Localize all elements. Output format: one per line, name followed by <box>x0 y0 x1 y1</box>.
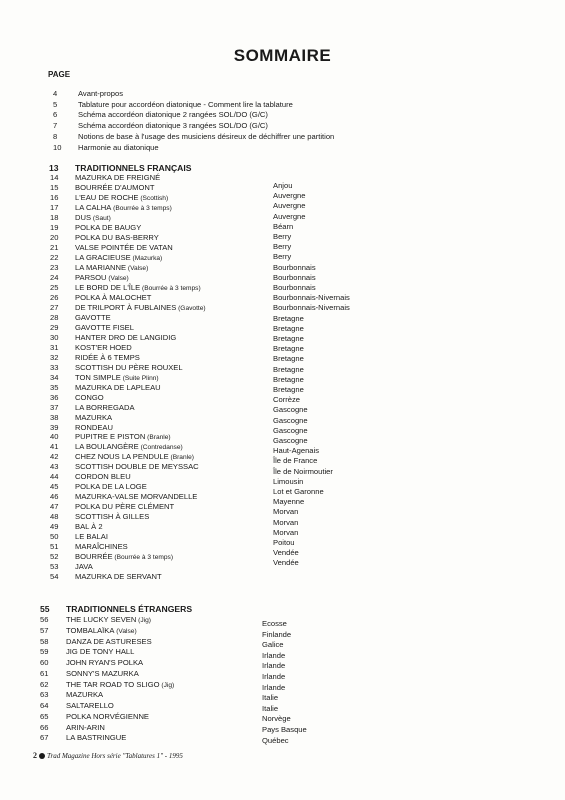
entry-title: MAZURKA DE SERVANT <box>75 572 162 582</box>
footer-text: Trad Magazine Hors série "Tablatures 1" - 1995 <box>47 752 183 760</box>
page-number: 45 <box>50 482 59 492</box>
entry-note: (Jig) <box>136 617 151 624</box>
entry-title: LE BALAI <box>75 532 108 542</box>
page-number: 39 <box>50 422 59 432</box>
region-label: Irlande <box>262 682 286 692</box>
entry-title: Schéma accordéon diatonique 3 rangées SOL/DO (G/C) <box>78 121 268 131</box>
region-label: Irlande <box>262 661 286 671</box>
page-number: 6 <box>53 110 58 120</box>
region-label: Bretagne <box>273 364 304 374</box>
section-heading <box>0 604 565 614</box>
page-number: 41 <box>50 442 59 452</box>
entry-title: Notions de base à l'usage des musiciens désireux de déchiffrer une partition <box>78 131 335 141</box>
entry-title: ARIN-ARIN <box>66 722 105 732</box>
entry-title: LA BASTRINGUE <box>66 733 127 743</box>
bullet-icon <box>39 753 45 759</box>
entry-title: MAZURKA DE FREIGNÉ <box>75 173 161 182</box>
page-number: 19 <box>50 222 59 232</box>
page-number: 15 <box>50 182 59 192</box>
entry-note: (Bourrée à 3 temps) <box>140 284 201 292</box>
entry-title: PARSOU (Valse) <box>75 272 129 282</box>
entry-title: POLKA DE BAUGY <box>75 222 142 232</box>
page-number: 62 <box>40 679 49 689</box>
region-label: Auvergne <box>273 191 306 201</box>
intro-item <box>0 121 565 131</box>
region-label: Gascogne <box>273 425 308 435</box>
page-number: 40 <box>50 432 59 442</box>
page-number: 20 <box>50 232 59 242</box>
page-number: 35 <box>50 382 59 392</box>
intro-item <box>0 100 565 110</box>
region-label: Bourbonnais-Nivernais <box>273 293 350 303</box>
region-label: Ecosse <box>262 619 287 628</box>
page-number: 59 <box>40 647 49 657</box>
entry-title: THE TAR ROAD TO SLIGO (Jig) <box>66 679 175 689</box>
region-label: Berry <box>273 242 292 252</box>
entry-title: SCOTTISH DOUBLE DE MEYSSAC <box>75 462 199 472</box>
entry-note: (Branle) <box>145 434 171 442</box>
page-number: 22 <box>50 252 59 262</box>
entry-note: (Valse) <box>106 274 129 282</box>
entry-title: GAVOTTE <box>75 312 111 322</box>
page-number: 18 <box>50 212 59 222</box>
page-number: 61 <box>40 668 49 678</box>
region-label: Auvergne <box>273 201 306 211</box>
region-label: Haut-Agenais <box>273 446 320 456</box>
region-label: Gascogne <box>273 405 308 415</box>
entry-title: Schéma accordéon diatonique 2 rangées SOL/DO (G/C) <box>78 110 268 120</box>
entry-title: POLKA DE LA LOGE <box>75 482 147 492</box>
region-label: Béarn <box>273 221 294 231</box>
entry-note: (Contredanse) <box>138 444 183 452</box>
entry-title: SALTARELLO <box>66 701 114 710</box>
entry-title: Tablature pour accordéon diatonique - Comment lire la tablature <box>78 99 293 109</box>
page-number: 63 <box>40 690 49 700</box>
region-label: Poitou <box>273 538 295 547</box>
page-number: 33 <box>50 362 59 372</box>
page-number: 10 <box>53 142 62 152</box>
page-number: 47 <box>50 502 59 512</box>
region-label: Irlande <box>262 650 286 660</box>
page-number: 5 <box>53 99 58 109</box>
region-label: Bretagne <box>273 374 304 384</box>
entry-title: MAZURKA <box>75 412 113 422</box>
region-label: Anjou <box>273 181 293 190</box>
page-footer <box>33 751 183 760</box>
entry-title: VALSE POINTÉE DE VATAN <box>75 242 173 252</box>
entry-note: (Valse) <box>114 627 137 635</box>
entry-note: (Scottish) <box>138 194 169 202</box>
page-number: 52 <box>50 552 59 562</box>
page-number: 23 <box>50 262 59 272</box>
intro-item <box>0 143 565 153</box>
region-label: Irlande <box>262 672 286 681</box>
page-number: 60 <box>40 658 49 667</box>
page-number: 29 <box>50 322 59 332</box>
region-label: Finlande <box>262 629 292 639</box>
page-number: 49 <box>50 522 59 532</box>
entry-title: TRADITIONNELS FRANÇAIS <box>75 163 192 173</box>
page-number: 30 <box>50 332 59 342</box>
region-label: Morvan <box>273 527 299 537</box>
region-label: Mayenne <box>273 497 305 507</box>
page-number: 17 <box>50 202 59 212</box>
page-number: 66 <box>40 722 49 732</box>
page-number: 48 <box>50 512 59 522</box>
region-label: Bretagne <box>273 354 304 364</box>
region-label: Pays Basque <box>262 725 307 734</box>
entry-title: SCOTTISH À GILLES <box>75 512 150 522</box>
page-number: 13 <box>49 163 59 173</box>
region-label: Corrèze <box>273 395 301 405</box>
page-number: 14 <box>50 173 59 182</box>
region-label: Morvan <box>273 517 299 527</box>
entry-title: SCOTTISH DU PÈRE ROUXEL <box>75 362 183 372</box>
page-number: 36 <box>50 392 59 402</box>
entry-title: SONNY'S MAZURKA <box>66 668 139 678</box>
entry-title: DE TRILPORT À FUBLAINES (Gavotte) <box>75 302 206 312</box>
region-label: Norvège <box>262 714 291 724</box>
entry-title: PUPITRE E PISTON (Branle) <box>75 432 171 442</box>
entry-title: CONGO <box>75 392 104 402</box>
entry-title: DUS (Saut) <box>75 212 111 222</box>
entry-title: MARAÎCHINES <box>75 542 128 552</box>
entry-title: JIG DE TONY HALL <box>66 647 135 657</box>
page-column-label: PAGE <box>48 70 71 79</box>
page-number: 42 <box>50 452 59 462</box>
region-label: Auvergne <box>273 211 306 221</box>
page-number: 65 <box>40 711 49 721</box>
page-number: 4 <box>53 89 58 98</box>
page-number: 57 <box>40 625 49 635</box>
entry-title: Harmonie au diatonique <box>78 142 159 152</box>
entry-note: (Gavotte) <box>176 304 206 312</box>
region-label: Italie <box>262 693 279 703</box>
entry-title: TOMBALAÏKA (Valse) <box>66 625 137 635</box>
entry-note: (Suite Plinn) <box>120 374 159 382</box>
entry-title: POLKA DU PÈRE CLÉMENT <box>75 502 175 512</box>
entry-title: LA CALHA (Bourrée à 3 temps) <box>75 202 172 212</box>
section-heading <box>0 163 565 173</box>
entry-title: L'EAU DE ROCHE (Scottish) <box>75 192 169 202</box>
page-number: 67 <box>40 733 49 743</box>
toc-entry <box>0 701 565 711</box>
entry-title: POLKA À MALOCHET <box>75 292 152 302</box>
entry-title: TRADITIONNELS ÉTRANGERS <box>66 604 193 614</box>
entry-title: LE BORD DE L'ÎLE (Bourrée à 3 temps) <box>75 282 201 292</box>
entry-title: RIDÉE À 6 TEMPS <box>75 352 140 362</box>
region-label: Bourbonnais <box>273 272 316 282</box>
page-number: 27 <box>50 302 59 312</box>
region-label: Berry <box>273 252 292 262</box>
page-number: 51 <box>50 542 59 552</box>
page-number: 53 <box>50 562 59 572</box>
region-label: Vendée <box>273 548 299 558</box>
entry-note: (Mazurka) <box>130 254 163 262</box>
entry-title: GAVOTTE FISEL <box>75 322 134 332</box>
entry-title: CORDON BLEU <box>75 472 131 482</box>
region-label: Québec <box>262 735 289 745</box>
entry-title: JAVA <box>75 562 93 572</box>
entry-title: MAZURKA DE LAPLEAU <box>75 382 161 392</box>
entry-title: RONDEAU <box>75 422 113 432</box>
entry-title: BOURRÉE (Bourrée à 3 temps) <box>75 552 174 562</box>
intro-item <box>0 89 565 99</box>
entry-note: (Branle) <box>168 454 194 462</box>
entry-note: (Bourrée à 3 temps) <box>112 554 174 562</box>
region-label: Bretagne <box>273 334 304 343</box>
toc-entry <box>0 572 565 582</box>
page-number: 46 <box>50 492 59 502</box>
page-number: 50 <box>50 532 59 542</box>
entry-note: (Jig) <box>159 681 175 689</box>
page-number: 25 <box>50 282 59 292</box>
entry-title: MAZURKA <box>66 690 104 700</box>
region-label: Bretagne <box>273 385 304 394</box>
page-number: 7 <box>53 121 58 131</box>
page-number: 38 <box>50 412 59 422</box>
page-number: 24 <box>50 272 59 282</box>
entry-title: KOST'ER HOED <box>75 342 132 352</box>
region-label: Morvan <box>273 507 299 517</box>
region-label: Gascogne <box>273 436 308 445</box>
region-label: Bretagne <box>273 313 304 323</box>
page-number: 21 <box>50 242 59 252</box>
page-number: 64 <box>40 701 49 710</box>
region-label: Berry <box>273 232 292 241</box>
page-number: 32 <box>50 352 59 362</box>
page-number: 26 <box>50 292 59 302</box>
entry-title: HANTER DRO DE LANGIDIG <box>75 332 177 342</box>
entry-title: CHEZ NOUS LA PENDULE (Branle) <box>75 452 194 462</box>
region-label: Vendée <box>273 558 299 568</box>
page-number: 55 <box>40 604 50 614</box>
entry-title: LA GRACIEUSE (Mazurka) <box>75 252 163 262</box>
page-number: 16 <box>50 192 59 202</box>
page-number: 28 <box>50 312 59 322</box>
entry-title: LA BOULANGÈRE (Contredanse) <box>75 442 183 452</box>
page-number: 31 <box>50 342 59 352</box>
page-number: 56 <box>40 615 49 624</box>
region-label: Île de Noirmoutier <box>273 466 333 476</box>
entry-title: LA MARIANNE (Valse) <box>75 262 149 272</box>
entry-title: TON SIMPLE (Suite Plinn) <box>75 372 159 382</box>
region-label: Italie <box>262 703 279 713</box>
region-label: Bretagne <box>273 344 304 354</box>
page-number: 37 <box>50 402 59 412</box>
entry-title: THE LUCKY SEVEN (Jig) <box>66 615 151 624</box>
entry-title: DANZA DE ASTURESES <box>66 636 152 646</box>
region-label: Galice <box>262 640 284 650</box>
page-number: 54 <box>50 572 59 582</box>
intro-item <box>0 110 565 120</box>
page-number: 44 <box>50 472 59 482</box>
region-label: Bourbonnais <box>273 262 316 272</box>
region-label: Bretagne <box>273 323 304 333</box>
entry-note: (Bourrée à 3 temps) <box>111 204 172 212</box>
page-number: 58 <box>40 636 49 646</box>
entry-note: (Valse) <box>126 264 149 272</box>
entry-title: POLKA DU BAS-BERRY <box>75 232 159 242</box>
entry-title: JOHN RYAN'S POLKA <box>66 658 144 667</box>
entry-title: MAZURKA-VALSE MORVANDELLE <box>75 492 198 502</box>
page-number: 8 <box>53 131 58 141</box>
region-label: Bourbonnais-Nivernais <box>273 303 350 313</box>
page-number: 34 <box>50 372 59 382</box>
region-label: Île de France <box>273 456 318 466</box>
entry-note: (Saut) <box>91 214 111 222</box>
entry-title: BAL À 2 <box>75 522 103 532</box>
entry-title: Avant-propos <box>78 89 124 98</box>
page-number: 43 <box>50 462 59 472</box>
entry-title: BOURRÉE D'AUMONT <box>75 182 155 192</box>
region-label: Limousin <box>273 476 304 486</box>
page-title: SOMMAIRE <box>233 46 332 65</box>
region-label: Bourbonnais <box>273 283 316 292</box>
region-label: Gascogne <box>273 415 308 425</box>
footer-page-number: 2 <box>33 751 37 760</box>
region-label: Lot et Garonne <box>273 487 324 496</box>
intro-item <box>0 132 565 142</box>
entry-title: POLKA NORVÉGIENNE <box>66 711 149 721</box>
entry-title: LA BORREGADA <box>75 402 135 412</box>
